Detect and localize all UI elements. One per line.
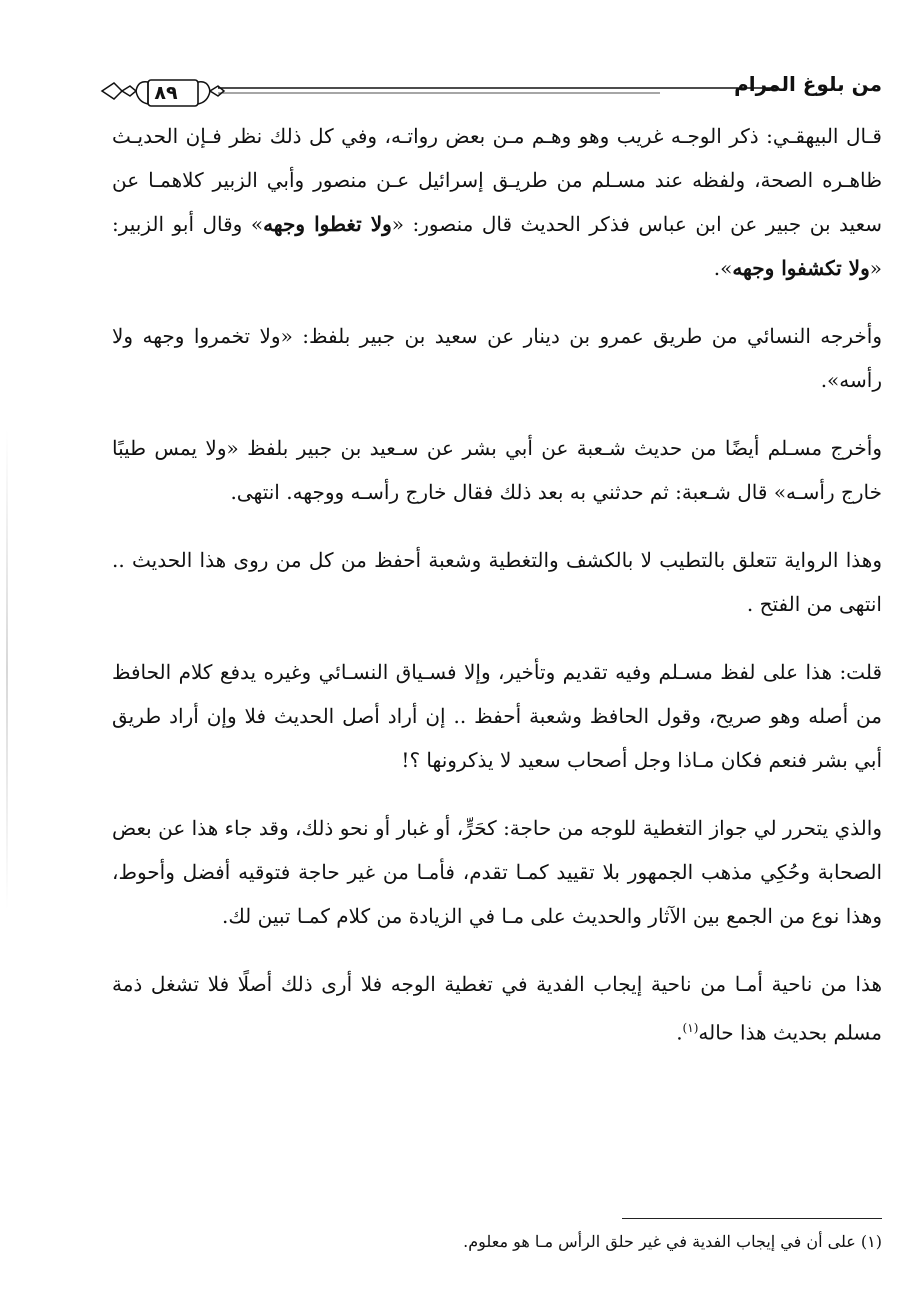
paragraph <box>112 426 882 514</box>
paragraph <box>112 650 882 782</box>
footnote: (١) على أن في إيجاب الفدية في غير حلق الرأس مـا هو معلوم. <box>463 1232 882 1251</box>
running-title: من بلوغ المرام <box>734 72 882 96</box>
bold-quote: ولا تكشفوا وجهه <box>732 256 870 280</box>
text-segment: وأخرجه النسائي من طريق عمرو بن دينار عن سعيد بن جبير بلفظ: «ولا تخمروا وجهه ولا رأسه». <box>112 324 882 392</box>
text-segment: وأخرج مسـلم أيضًا من حديث شـعبة عن أبي بشر عن سـعيد بن جبير بلفظ «ولا يمس طيبًا خارج رأسـه» قال شـعبة: ثم حدثني به بعد ذلك فقال خارج رأسـه ووجهه. انتهى. <box>112 436 882 504</box>
text-segment: قلت: هذا على لفظ مسـلم وفيه تقديم وتأخير، وإلا فسـياق النسـائي وغيره يدفع كلام الحافظ من أصله وهو صريح، وقول الحافظ وشعبة أحفظ .. إن أراد أصل الحديث فلا وإن أراد طريق أبي بشر فنعم فكان مـاذا وجل أصحاب سعيد لا يذكرونها ؟! <box>112 660 882 772</box>
paragraph <box>112 314 882 402</box>
bold-quote: ولا تغطوا وجهه <box>263 212 392 236</box>
text-segment: . <box>676 1020 683 1045</box>
page-edge-shadow <box>6 430 8 910</box>
footnote-marker: (١) <box>682 1021 699 1035</box>
text-segment: والذي يتحرر لي جواز التغطية للوجه من حاجة: كحَرٍّ، أو غبار أو نحو ذلك، وقد جاء هذا عن بعض الصحابة وحُكِي مذهب الجمهور بلا تقييد كمـا تقدم، فأمـا من غير حاجة فتوقيه أفضل وأحوط، وهذا نوع من الجمع بين الآثار والحديث على مـا في الزيادة من كلام كمـا تبين لك. <box>112 816 883 928</box>
text-segment: قـال البيهقـي: ذكر الوجـه غريب وهو وهـم مـن بعض رواتـه، وفي كل ذلك نظر فـإن الحديـث ظاهـره الصحة، ولفظه عند مسـلم من طريـق إسرائيل عـن منصور وأبي الزبير كلاهمـا عن سعيد بن جبير عن ابن عباس فذكر الحديث قال منصور: « <box>112 124 882 236</box>
paragraph <box>112 114 882 290</box>
text-segment: وهذا الرواية تتعلق بالتطيب لا بالكشف والتغطية وشعبة أحفظ من كل من روى هذا الحديث .. انتهى من الفتح . <box>112 548 882 616</box>
body-text <box>112 114 882 1079</box>
paragraph <box>112 806 882 938</box>
page-header <box>100 70 882 110</box>
ornamental-header-rule <box>100 74 780 110</box>
text-segment: ». <box>713 256 733 280</box>
footnote-separator <box>622 1218 882 1219</box>
text-segment: هذا من ناحية أمـا من ناحية إيجاب الفدية في تغطية الوجه فلا أرى ذلك أصلًا فلا تشغل ذمة مسلم بحديث هذا حاله <box>112 972 882 1045</box>
page-number: ٨٩ <box>154 82 178 104</box>
paragraph <box>112 538 882 626</box>
text-segment: » وقال أبو الزبير: « <box>112 212 882 280</box>
paragraph <box>112 962 882 1055</box>
